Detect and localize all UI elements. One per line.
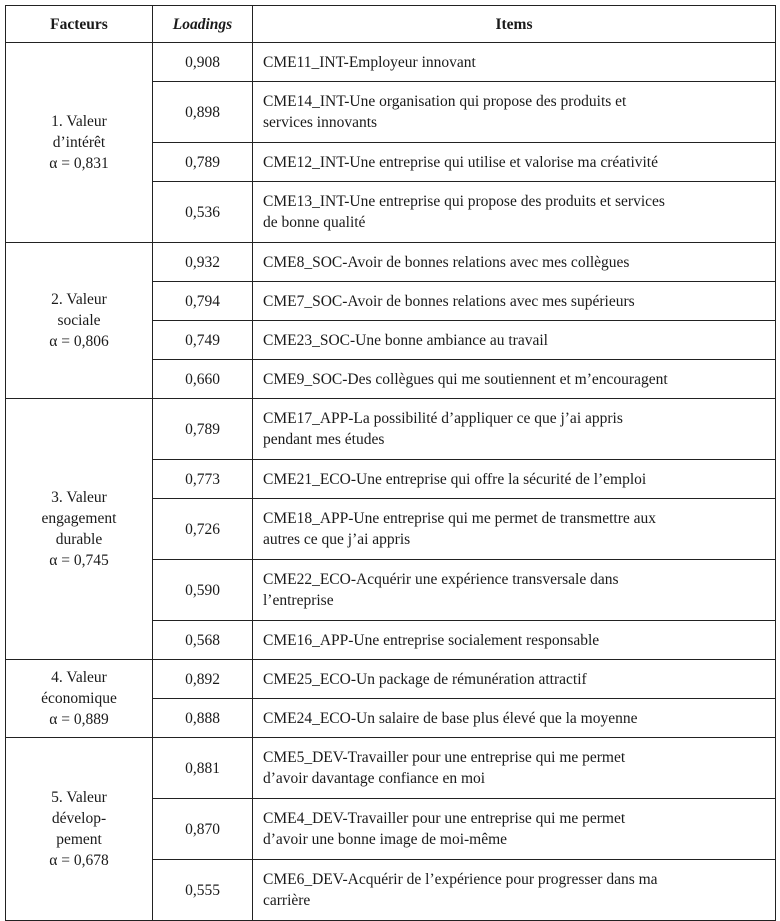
item-text-line: CME7_SOC-Avoir de bonnes relations avec mes supérieurs: [263, 292, 635, 310]
item-text: [253, 43, 776, 82]
item-text: [253, 738, 776, 799]
item-text-line: CME11_INT-Employeur innovant: [263, 53, 476, 71]
item-text-line: CME22_ECO-Acquérir une expérience transversale dans: [263, 571, 619, 588]
item-text-line: CME12_INT-Une entreprise qui utilise et valorise ma créativité: [263, 153, 658, 171]
loading-value: 0,888: [153, 699, 253, 738]
loading-value: 0,892: [153, 660, 253, 699]
item-text: [253, 799, 776, 860]
item-text-line: CME23_SOC-Une bonne ambiance au travail: [263, 331, 548, 349]
header-row: [6, 6, 776, 43]
factor-alpha: α = 0,745: [49, 552, 109, 569]
item-text-line: CME17_APP-La possibilité d’appliquer ce que j’ai appris: [263, 410, 623, 427]
factor-name-line: 2. Valeur: [51, 291, 107, 308]
factor-cell: [6, 738, 153, 921]
table-row: [6, 43, 776, 82]
item-text-line: de bonne qualité: [263, 214, 366, 231]
loading-value: 0,590: [153, 560, 253, 621]
header-factors: Facteurs: [6, 6, 153, 43]
item-text-line: CME14_INT-Une organisation qui propose des produits et: [263, 93, 627, 110]
header-items: Items: [253, 6, 776, 43]
factor-loadings-table: [5, 5, 776, 921]
loading-value: 0,568: [153, 621, 253, 660]
item-text-line: CME4_DEV-Travailler pour une entreprise qui me permet: [263, 810, 626, 827]
item-text-line: CME16_APP-Une entreprise socialement responsable: [263, 631, 600, 649]
item-text-line: carrière: [263, 892, 311, 909]
item-text-line: d’avoir une bonne image de moi-même: [263, 831, 508, 848]
item-text-line: CME18_APP-Une entreprise qui me permet de transmettre aux: [263, 510, 656, 527]
loading-value: 0,794: [153, 282, 253, 321]
item-text: [253, 243, 776, 282]
item-text: [253, 82, 776, 143]
item-text: [253, 560, 776, 621]
loading-value: 0,660: [153, 360, 253, 399]
table-row: [6, 243, 776, 282]
factor-cell: [6, 43, 153, 243]
factor-name-line: engagement: [41, 510, 117, 527]
factor-cell: [6, 660, 153, 738]
loading-value: 0,789: [153, 399, 253, 460]
item-text-line: CME6_DEV-Acquérir de l’expérience pour progresser dans ma: [263, 871, 658, 888]
table-row: [6, 399, 776, 460]
loading-value: 0,555: [153, 860, 253, 921]
factor-name-line: 4. Valeur: [51, 669, 107, 686]
header-loadings: Loadings: [153, 6, 253, 43]
item-text: [253, 360, 776, 399]
factor-name-line: pement: [56, 831, 102, 848]
item-text: [253, 621, 776, 660]
factor-alpha: α = 0,806: [49, 333, 109, 350]
table-body: [6, 43, 776, 921]
item-text-line: CME21_ECO-Une entreprise qui offre la sécurité de l’emploi: [263, 470, 647, 488]
loading-value: 0,726: [153, 499, 253, 560]
item-text-line: CME5_DEV-Travailler pour une entreprise qui me permet: [263, 749, 626, 766]
item-text: [253, 282, 776, 321]
loading-value: 0,932: [153, 243, 253, 282]
loading-value: 0,908: [153, 43, 253, 82]
item-text-line: l’entreprise: [263, 592, 334, 609]
factor-name-line: économique: [41, 690, 117, 707]
factor-name-line: sociale: [57, 312, 101, 329]
item-text: [253, 321, 776, 360]
loading-value: 0,536: [153, 182, 253, 243]
factor-cell: [6, 399, 153, 660]
loading-value: 0,749: [153, 321, 253, 360]
item-text-line: pendant mes études: [263, 431, 385, 448]
item-text: [253, 499, 776, 560]
item-text-line: d’avoir davantage confiance en moi: [263, 770, 486, 787]
item-text-line: CME8_SOC-Avoir de bonnes relations avec mes collègues: [263, 253, 630, 271]
table-row: [6, 738, 776, 799]
loading-value: 0,870: [153, 799, 253, 860]
loading-value: 0,773: [153, 460, 253, 499]
item-text: [253, 399, 776, 460]
item-text: [253, 660, 776, 699]
factor-alpha: α = 0,889: [49, 711, 109, 728]
item-text-line: CME13_INT-Une entreprise qui propose des produits et services: [263, 193, 665, 210]
item-text-line: CME24_ECO-Un salaire de base plus élevé que la moyenne: [263, 709, 638, 727]
item-text-line: autres ce que j’ai appris: [263, 531, 411, 548]
loading-value: 0,898: [153, 82, 253, 143]
factor-alpha: α = 0,678: [49, 852, 109, 869]
factor-name-line: durable: [55, 531, 103, 548]
item-text-line: CME9_SOC-Des collègues qui me soutiennent et m’encouragent: [263, 370, 668, 388]
item-text: [253, 860, 776, 921]
item-text: [253, 699, 776, 738]
factor-name-line: 5. Valeur: [51, 789, 107, 806]
item-text: [253, 143, 776, 182]
loading-value: 0,881: [153, 738, 253, 799]
factor-name-line: 1. Valeur: [51, 113, 107, 130]
item-text: [253, 460, 776, 499]
factor-name-line: dévelop-: [51, 810, 107, 827]
factor-cell: [6, 243, 153, 399]
factor-alpha: α = 0,831: [49, 155, 109, 172]
item-text-line: services innovants: [263, 114, 378, 131]
factor-name-line: d’intérêt: [52, 134, 106, 151]
table-row: [6, 660, 776, 699]
item-text: [253, 182, 776, 243]
factor-name-line: 3. Valeur: [51, 489, 107, 506]
item-text-line: CME25_ECO-Un package de rémunération attractif: [263, 670, 587, 688]
loading-value: 0,789: [153, 143, 253, 182]
